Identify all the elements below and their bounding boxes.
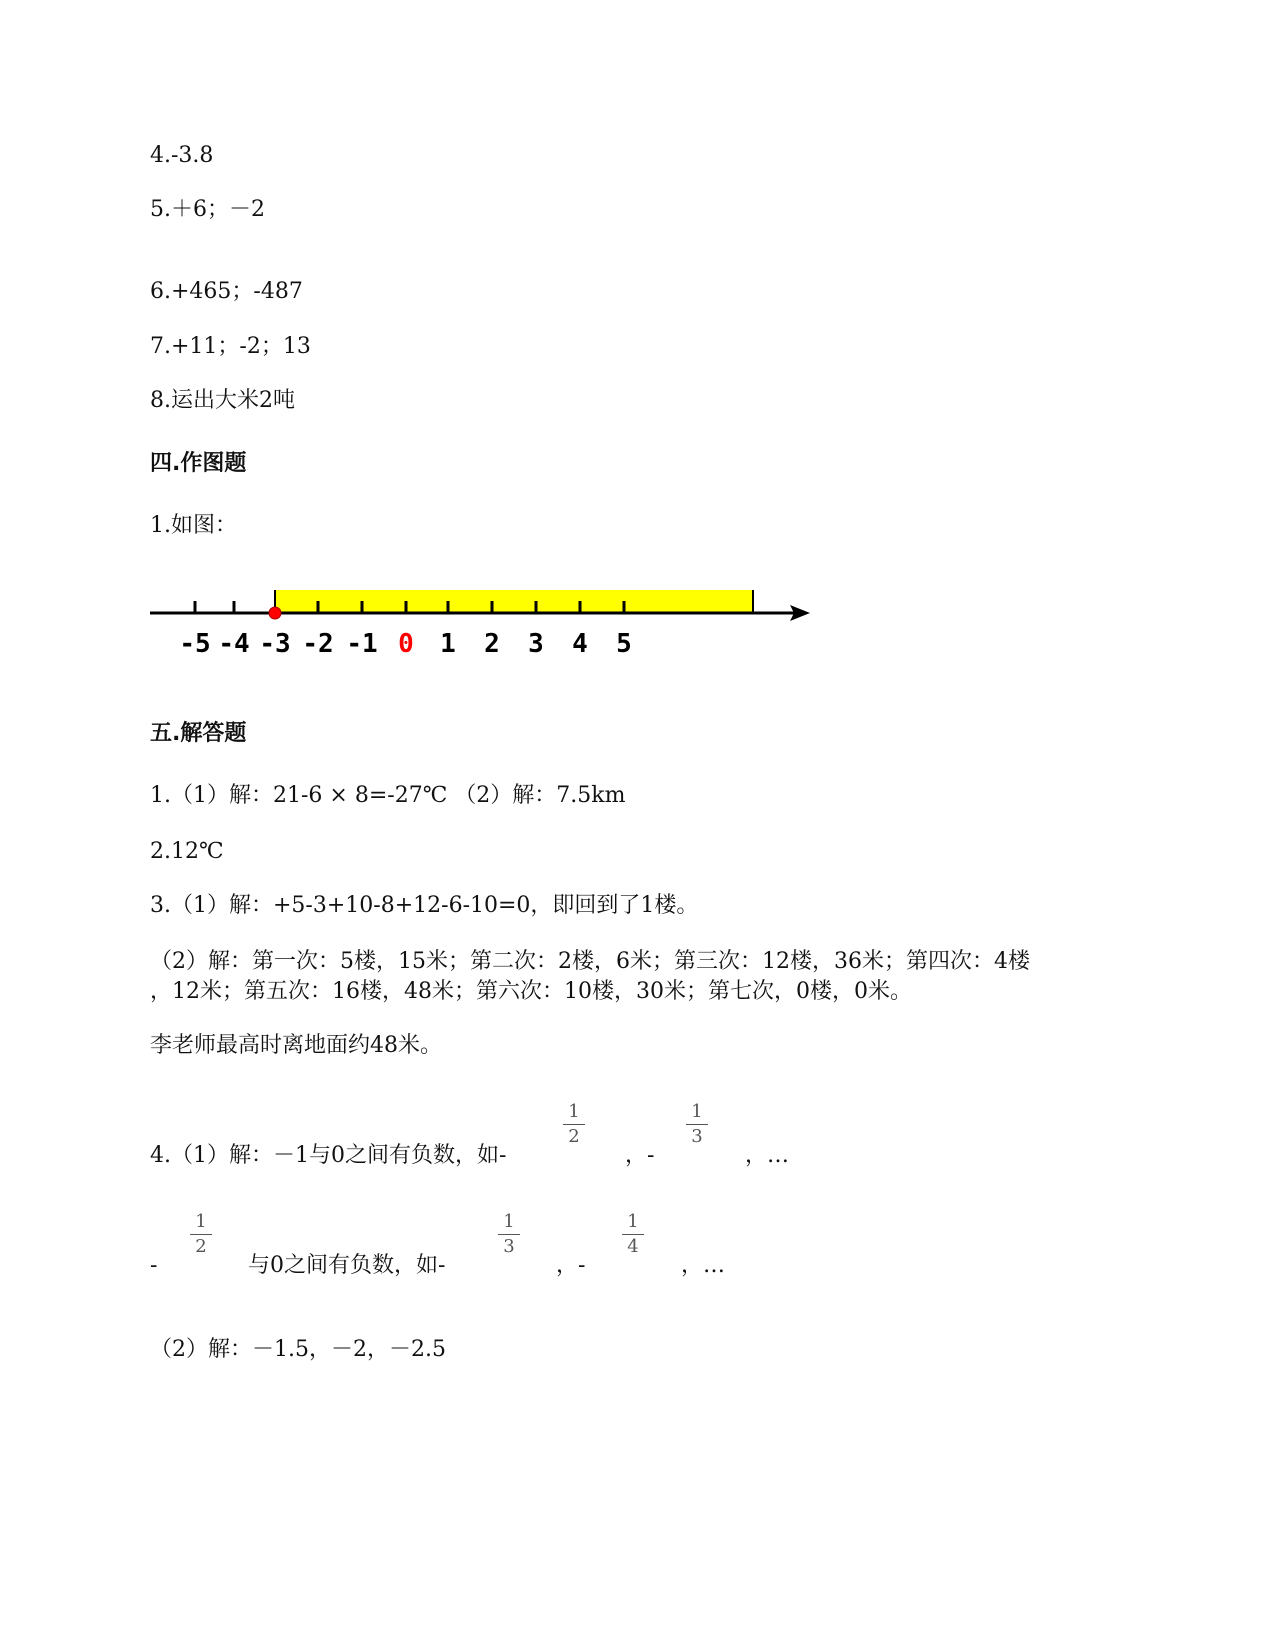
fraction-bar [563,1124,585,1125]
fraction-one-half [563,1102,585,1147]
tick-label: 4 [572,629,588,659]
start-point [269,607,281,619]
section-5-q2: 2.12℃ [150,839,224,864]
tick-label: -4 [218,629,250,659]
fraction-numerator: 1 [503,1211,515,1232]
tick-label: 2 [484,629,500,659]
fraction-numerator: 1 [691,1101,703,1122]
tick-label: -2 [302,629,334,659]
fraction-denominator: 3 [691,1126,703,1147]
fraction-bar [622,1234,644,1235]
fraction-denominator: 2 [195,1236,207,1257]
fraction-bar [498,1234,520,1235]
section-5-q4-line1-ellipsis: ，… [745,1143,790,1168]
answer-7: 7.+11；-2；13 [150,334,311,359]
section-5-q4-line1-sep: ，- [625,1143,655,1168]
tick-label: 3 [528,629,544,659]
fraction-one-third [686,1102,708,1147]
answer-4: 4.-3.8 [150,143,214,168]
section-5-q3-part1: 3.（1）解：+5-3+10-8+12-6-10=0，即回到了1楼。 [150,893,699,918]
tick-label: 0 [398,629,414,659]
section-5-q4-line2-sep: ，- [556,1253,586,1278]
answer-8: 8.运出大米2吨 [150,388,295,413]
tick-label: 1 [440,629,456,659]
tick-label: 5 [616,629,632,659]
section-5-q4-part2: （2）解：－1.5，－2，－2.5 [150,1337,446,1362]
fraction-one-quarter [622,1212,644,1257]
fraction-numerator: 1 [627,1211,639,1232]
fraction-denominator: 3 [503,1236,515,1257]
fraction-denominator: 4 [627,1236,639,1257]
section-4-heading: 四.作图题 [150,451,247,476]
number-line-figure [150,590,830,680]
tick-label: -1 [346,629,378,659]
section-5-q4-line2-minus: - [150,1253,158,1278]
fraction-numerator: 1 [195,1211,207,1232]
section-5-heading: 五.解答题 [150,721,247,746]
answer-5: 5.＋6；－2 [150,197,265,222]
highlight-region [275,590,753,613]
section-5-q3-part2-line2: ，12米；第五次：16楼，48米；第六次：10楼，30米；第七次，0楼，0米。 [150,979,912,1004]
tick-label: -5 [179,629,211,659]
fraction-one-half [190,1212,212,1257]
tick-label: -3 [259,629,291,659]
fraction-one-third [498,1212,520,1257]
fraction-numerator: 1 [568,1101,580,1122]
section-4-question-1: 1.如图： [150,513,237,538]
fraction-bar [190,1234,212,1235]
fraction-denominator: 2 [568,1126,580,1147]
section-5-q1: 1.（1）解：21-6 × 8=-27℃ （2）解：7.5km [150,783,626,808]
fraction-bar [686,1124,708,1125]
section-5-q4-line2-text: 与0之间有负数，如- [248,1253,446,1278]
section-5-q4-line1-text: 4.（1）解：－1与0之间有负数，如- [150,1143,507,1168]
section-5-q4-line2-ellipsis: ，… [681,1253,726,1278]
section-5-q3-part2-line1: （2）解：第一次：5楼，15米；第二次：2楼，6米；第三次：12楼，36米；第四次：4楼 [150,949,1030,974]
answer-6: 6.+465；-487 [150,279,303,304]
section-5-q3-conclusion: 李老师最高时离地面约48米。 [150,1033,442,1058]
